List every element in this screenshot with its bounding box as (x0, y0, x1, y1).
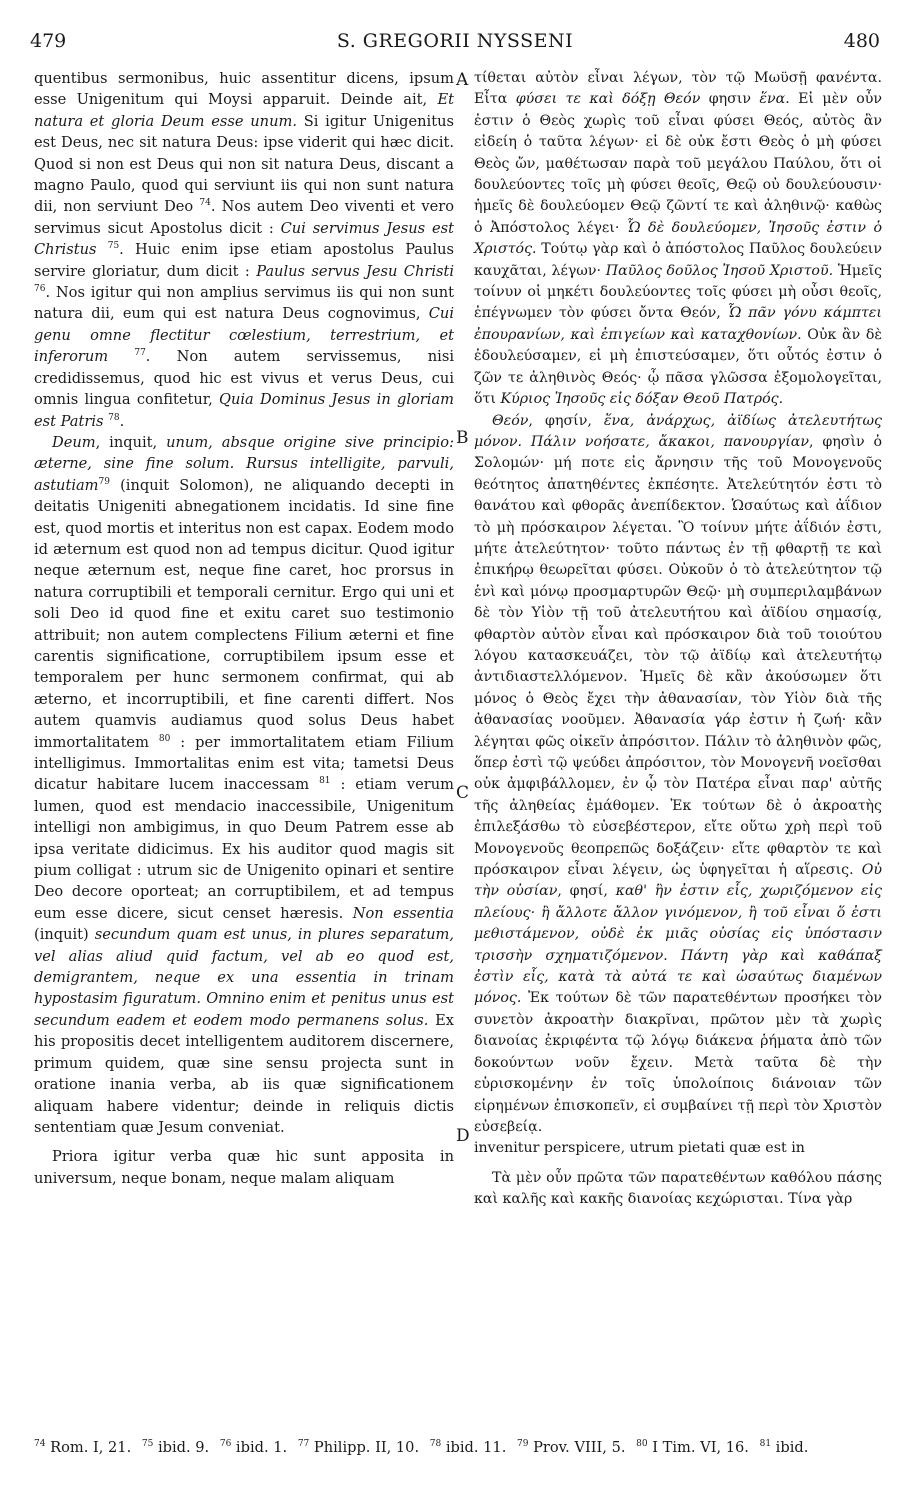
latin-column (34, 68, 454, 1189)
footnote-ref: 81 (319, 776, 331, 787)
text-run: Ὧ πᾶν γόνυ κάμπτει ἐπουρανίων, καὶ ἐπιγείων καὶ καταχθονίων. (474, 305, 882, 343)
footnote (34, 1439, 131, 1456)
footnote-reference: I Tim. VI, 16. (647, 1439, 749, 1456)
footnote (760, 1439, 809, 1456)
text-run: Τὰ μὲν οὖν πρῶτα τῶν παρατεθέντων καθόλου πάσης καὶ καλῆς καὶ κακῆς διανοίας κεχώρισται. Τίνα γὰρ (474, 1169, 882, 1208)
text-run: Non essentia (352, 904, 454, 922)
text-run: ἕνα, ἀνάρχως, ἀϊδίως ἀτελευτήτως μόνον. Πάλιν νοήσατε, ἄκακοι, πανουργίαν (474, 412, 882, 450)
section-marker-c: C (456, 783, 470, 803)
footnote-reference: ibid. (771, 1439, 809, 1456)
text-run: Οὐ τὴν οὐσίαν (474, 862, 882, 900)
text-run: . (119, 412, 125, 430)
text-run: quentibus sermonibus, huic assentitur dicens, ipsum esse Unigenitum qui Moysi apparuit. Deinde ait, (34, 70, 454, 109)
text-run: Οὐκ ἂν δὲ ἐδουλεύσαμεν, εἰ μὴ ἐπιστεύσαμεν, ὅτι οὗτός ἐστιν ὁ ζῶν τε ἀληθινὸς Θεός· ᾧ πᾶσα γλῶσσα ἐξομολογεῖται, ὅτι (474, 326, 882, 408)
footnote-number: 78 (429, 1439, 442, 1450)
text-run: . Huic enim ipse etiam apostolus Paulus servire gloriatur, dum dicit : (34, 241, 455, 280)
footnote (517, 1439, 626, 1456)
text-run: . Εἰ μὲν οὖν ἐστιν ὁ Θεὸς χωρὶς τοῦ εἶναι φύσει Θεός, αὐτὸς ἂν εἰδείη ὁ ταῦτα λέγων· εἰ δὲ οὐκ ἔστι Θεὸς ὁ μὴ φύσει Θεὸς ὤν, μαθέτωσαν παρὰ τοῦ μεγάλου Παύλου, ὅτι οἱ δουλεύοντες τοῖς μὴ φύσει θεοῖς, Θεῷ οὐ δουλεύουσιν· ἡμεῖς δὲ δουλεύομεν Θεῷ ζῶντί τε καὶ ἀληθινῷ· καθὼς ὁ Ἀπόστολος λέγει· (474, 91, 882, 236)
text-run: Ex his propositis decet intelligentem auditorem discernere, primum quidem, quæ sine sensu projecta sunt in oratione inania verba, ab iis quæ significationem aliquam habere videntur; deinde in reliquis dictis sententiam quæ Jesum conveniat. (34, 1011, 455, 1136)
right-page-number: 480 (843, 30, 880, 52)
text-run: Κύριος Ἰησοῦς εἰς δόξαν Θεοῦ Πατρός. (500, 391, 784, 408)
footnote-number: 79 (517, 1439, 529, 1450)
text-run: : per immortalitatem etiam Filium intelligimus. Immortalitas enim est vita; tametsi Deus dicatur habitare lucem inaccessam (34, 733, 454, 794)
latin-paragraph-1 (34, 68, 454, 432)
footnote-reference: ibid. 11. (441, 1439, 507, 1456)
text-run: : etiam verum lumen, quod est mendacio inaccessibile, Unigenitum intelligi non ambigimus, in quo Deum Patrem esse ab ipsa veritate didicimus. Ex his auditor quod magis sit pium colligat : utrum sic de Unigenito opinari et sentire Deo decore oporteat; an corruptibilem, et ad tempus eum esse dicere, sicut censet hæresis. (34, 776, 455, 922)
text-run (108, 348, 134, 365)
footnote-number: 80 (636, 1439, 648, 1450)
text-run: . Non autem servissemus, nisi credidissemus, quod hic est vivus et verus Deus, cui omnis lingua confitetur, (34, 348, 455, 409)
greek-paragraph-2 (474, 411, 882, 1139)
footnote-number: 76 (219, 1439, 232, 1450)
text-run: Quia Dominus Jesus in gloriam est Patris (34, 391, 454, 430)
text-run: ἕνα (759, 91, 786, 108)
text-run: Θεόν (492, 412, 529, 429)
text-run: Et natura et gloria Deum esse unum. (34, 91, 454, 130)
footnote (430, 1439, 507, 1456)
greek-latin-tail: invenitur perspicere, utrum pietati quæ est in (474, 1140, 805, 1157)
footnote-number: 74 (34, 1439, 46, 1450)
footnote-ref: 74 (199, 198, 211, 209)
text-run: secundum quam est unus, in plures separatum, vel alias aliud quid factum, vel ab eo quod est, demigrantem, neque ex una essentia in trinam hypostasim figuratum. Omnino enim et penitus unus est secundum eadem et eodem modo permanens solus. (34, 926, 454, 1029)
text-run: (inquit) (34, 926, 95, 944)
text-run: , inquit, (95, 433, 167, 451)
text-run: Cui servimus Jesus est Christus (34, 219, 454, 259)
footnote-ref: 79 (98, 476, 110, 487)
text-run: Ἐκ τούτων δὲ τῶν παρατεθέντων προσήκει τὸν συνετὸν ἀκροατὴν διακρῖναι, πρῶτον μὲν τὰ χωρὶς διανοίας ἐκριφέντα τῷ λόγῳ διάκενα ῥήματα ἀπὸ τῶν δοκούντων νοῦν ἔχειν. Μετὰ ταῦτα δὲ τὴν εὑρισκομένην ἐν τοῖς ὑπολοίποις διάνοιαν τῶν εἰρημένων ἐπισκοπεῖν, εἰ συμβαίνει τῇ περὶ τὸν Χριστὸν εὐσεβείᾳ. (474, 990, 882, 1135)
text-run: καθ' ἣν ἐστιν εἷς, χωριζόμενον εἰς πλείους· ἢ ἄλλοτε ἄλλον γινόμενον, ἢ τοῦ εἶναι ὅ ἐστι μεθιστάμενον, οὐδὲ ἐκ μιᾶς οὐσίας εἰς ὑπόστασιν τρισσὴν σχηματιζόμενον. Πάντη γὰρ καὶ καθάπαξ ἐστὶν εἷς, κατὰ τὰ αὐτά τε καὶ ὡσαύτως διαμένων μόνος. (474, 883, 882, 1007)
left-page-number: 479 (30, 30, 67, 52)
footnote-reference: Rom. I, 21. (45, 1439, 132, 1456)
text-run: Cui genu omne flectitur cœlestium, terrestrium, et inferorum (34, 305, 454, 366)
text-run (96, 241, 107, 258)
footnote-number: 75 (141, 1439, 154, 1450)
text-run: , φησίν, (528, 412, 604, 429)
footnote-ref: 78 (108, 412, 120, 423)
text-run: Si igitur Unigenitus est Deus, nec sit natura Deus: ipse viderit qui hæc dicit. Quod si non est Deus qui non sit natura Deus, discant a magno Paulo, quod qui serviunt iis qui non sunt natura dii, non serviunt Deo (34, 112, 454, 216)
text-run: Deum (52, 433, 96, 451)
footnote-reference: ibid. 1. (231, 1439, 288, 1456)
text-run: , φησὶν ὁ Σολομών· μή ποτε εἰς ἄρνησιν τῆς τοῦ Μονογενοῦς θεότητος ἀπατηθέντες ἐκπέσητε. Ἀτελεύτητόν ἐστι τὸ θανάτου καὶ φθορᾶς ἀνεπίδεκτον. Ὡσαύτως καὶ ἀΐδιον τὸ μὴ πρόσκαιρον λέγεται. Ὃ τοίνυν μήτε ἀΐδιόν ἐστι, μήτε ἀτελεύτητον· τοῦτο πάντως ἐν τῇ φθαρτῇ τε καὶ ἐπικήρῳ θεωρεῖται φύσει. Οὐκοῦν ὁ τὸ ἀτελεύτητον τῷ ἑνὶ καὶ μόνῳ προσμαρτυρῶν Θεῷ· μὴ συμπεριλαμβάνων δὲ τὸν Υἱὸν τῇ τοῦ ἀτελευτήτου καὶ ἀϊδίου σημασίᾳ, φθαρτὸν αὐτὸν εἶναι καὶ πρόσκαιρον διὰ τοῦ τοιούτου λόγου κατασκευάζει, τὸν τῷ ἀϊδίῳ καὶ ἀτελευτήτῳ ἀντιδιαστελλόμενον. Ἡμεῖς δὲ κἂν ἀκούσωμεν ὅτι μόνος ὁ Θεὸς ἔχει τὴν ἀθανασίαν, τὸν Υἱὸν διὰ τῆς ἀθανασίας νοοῦμεν. Ἀθανασία γάρ ἐστιν ἡ ζωή· κἂν λέγηται φῶς οἰκεῖν ἀπρόσιτον. Πάλιν τὸ ἀληθινὸν φῶς, ὅπερ ἐστὶ τῷ ψεύδει ἀπρόσιτον, τὸν Μονογενῆ νοεῖσθαι οὐκ ἀμφιβάλλομεν, ἐν ᾧ τὸν Πατέρα εἶναι παρ' αὐτῆς τῆς ἀληθείας ἐμάθομεν. Ἐκ τούτων δὲ ὁ ἀκροατὴς ἐπιλεξάσθω τὸ εὐσεβέστερον, εἴτε οὕτω χρὴ περὶ τοῦ Μονογενοῦς θεοπρεπῶς δοξάζειν· εἴτε φθαρτὸν τε καὶ πρόσκαιρον εἶναι λέγειν, ὡς ὑφηγεῖται ἡ αἵρεσις. (474, 433, 882, 879)
footnote-ref: 80 (158, 733, 171, 744)
text-run: Priora igitur verba quæ hic sunt apposita in universum, neque bonam, neque malam aliquam (34, 1148, 454, 1187)
footnote (298, 1439, 419, 1456)
latin-paragraph-2 (34, 432, 454, 1138)
text-run: φύσει τε καὶ δόξῃ Θεόν (515, 91, 701, 108)
section-marker-d: D (456, 1126, 470, 1146)
section-marker-a: A (456, 70, 469, 90)
greek-column (474, 68, 882, 1211)
footnote (142, 1439, 209, 1456)
running-title: S. GREGORII NYSSENI (336, 30, 574, 52)
latin-paragraph-3 (34, 1146, 454, 1189)
footnote-reference: ibid. 9. (153, 1439, 210, 1456)
text-run: Ἡμεῖς τοίνυν οἱ μηκέτι δουλεύοντες τοῖς φύσει μὴ οὖσι θεοῖς, ἐπέγνωμεν τὸν φύσει ὄντα Θεόν, (474, 262, 883, 322)
text-run: , φησί, (557, 883, 616, 900)
greek-paragraph-3 (474, 1168, 882, 1211)
footnote-reference: Philipp. II, 10. (309, 1439, 420, 1456)
text-run: Ὧ δὲ δουλεύομεν, Ἰησοῦς ἐστιν ὁ Χριστός. (474, 219, 882, 258)
text-run: φησιν (700, 91, 760, 108)
text-run: . Nos autem Deo viventi et vero servimus sicut Apostolus dicit : (34, 198, 454, 237)
greek-paragraph-1 (474, 68, 882, 411)
section-marker-b: B (456, 428, 469, 448)
text-run: τίθεται αὐτὸν εἶναι λέγων, τὸν τῷ Μωϋσῇ φανέντα. Εἶτα (474, 70, 882, 108)
footnote-number: 77 (297, 1439, 310, 1450)
text-run: . Nos igitur qui non amplius servimus iis qui non sunt natura dii, eum qui est natura Deus cognovimus, (34, 284, 454, 323)
running-header (30, 30, 880, 58)
text-run: (inquit Solomon), ne aliquando decepti in deitatis Unigeniti abnegationem incidatis. Id sine fine est, quod mortis et interitus non est capax. Eodem modo id æternum est quod non ad tempus dicitur. Quod igitur neque æternum est, neque fine caret, hoc prorsus in natura corruptibili et temporali cernitur. Ergo qui uni et soli Deo id quod fine et exitu caret suo testimonio attribuit; non autem complectens Filium æterni et fine carentis significatione, corruptibilem ipsum esse et temporalem per hunc sermonem confirmat, qui ab æterno, et incorruptibili, et fine carenti differt. Nos autem quamvis audiamus quod solus Deus habet immortalitatem (34, 476, 454, 751)
footnote-number: 81 (759, 1439, 772, 1450)
footnote-ref: 77 (134, 348, 146, 359)
footnote-reference: Prov. VIII, 5. (528, 1439, 626, 1456)
footnote (636, 1439, 749, 1456)
footnote (220, 1439, 287, 1456)
text-run: Παῦλος δοῦλος Ἰησοῦ Χριστοῦ. (605, 262, 834, 279)
text-run: Τούτῳ γὰρ καὶ ὁ ἀπόστολος Παῦλος δουλεύειν καυχᾶται, λέγων· (474, 241, 882, 279)
footnotes (34, 1437, 882, 1458)
text-run: unum, absque origine sive principio: æterne, sine fine solum. Rursus intelligite, parvuli, astutiam (34, 433, 454, 494)
footnote-ref: 75 (107, 241, 120, 252)
text-run: Paulus servus Jesu Christi (256, 262, 455, 280)
footnote-ref: 76 (34, 284, 46, 295)
